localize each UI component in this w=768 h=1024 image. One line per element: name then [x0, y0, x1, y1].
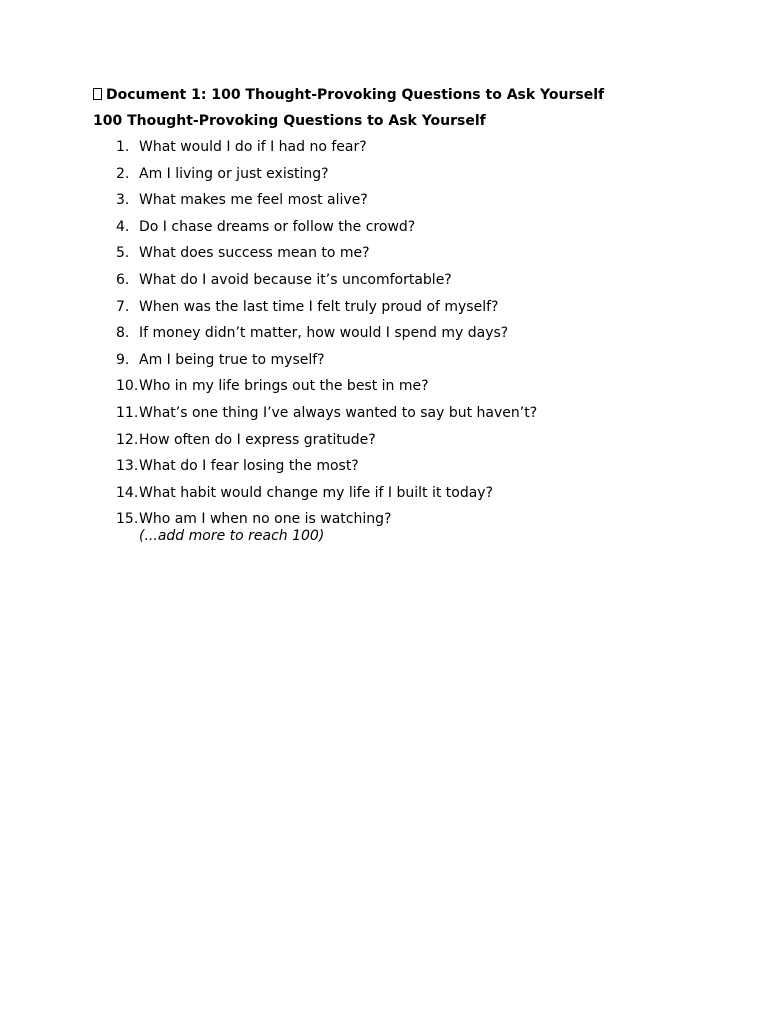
list-item-text: Am I being true to myself? — [139, 351, 325, 368]
list-item-text: What does success mean to me? — [139, 245, 370, 262]
list-item-number: 10. — [116, 378, 139, 395]
list-item-number: 15. — [116, 511, 139, 528]
list-item-text: If money didn’t matter, how would I spend my days? — [139, 325, 509, 342]
list-item-text: What makes me feel most alive? — [139, 192, 368, 209]
list-item-number: 11. — [116, 404, 139, 421]
list-item-number: 9. — [116, 351, 130, 368]
list-item-number: 4. — [116, 218, 130, 235]
list-item-text: How often do I express gratitude? — [139, 431, 376, 448]
list-item-text: What do I avoid because it’s uncomfortable? — [139, 271, 452, 288]
list-item-text: What do I fear losing the most? — [139, 458, 359, 475]
list-item-text: What’s one thing I’ve always wanted to say but haven’t? — [139, 404, 538, 421]
missing-glyph-icon — [93, 88, 102, 100]
list-item-number: 3. — [116, 192, 130, 209]
list-item-number: 14. — [116, 484, 139, 501]
page-title: 100 Thought-Provoking Questions to Ask Yourself — [93, 113, 486, 129]
list-item-text: When was the last time I felt truly proud of myself? — [139, 298, 499, 315]
list-item-number: 6. — [116, 271, 130, 288]
list-item-text: Who am I when no one is watching? — [139, 511, 392, 528]
list-item-text: Am I living or just existing? — [139, 165, 329, 182]
document-heading — [93, 86, 604, 104]
list-item-number: 8. — [116, 325, 130, 342]
list-item-text: Who in my life brings out the best in me? — [139, 378, 429, 395]
list-item-number: 7. — [116, 298, 130, 315]
list-item-number: 1. — [116, 139, 130, 155]
list-item-text: What habit would change my life if I built it today? — [139, 484, 494, 501]
list-item-number: 2. — [116, 165, 130, 182]
document-heading-text: Document 1: 100 Thought-Provoking Questions to Ask Yourself — [106, 87, 605, 103]
list-item-number: 13. — [116, 458, 139, 475]
list-item-text: What would I do if I had no fear? — [139, 139, 367, 155]
list-item-number: 12. — [116, 431, 139, 448]
list-item-number: 5. — [116, 245, 130, 262]
continuation-note: (...add more to reach 100) — [139, 528, 325, 544]
list-item-text: Do I chase dreams or follow the crowd? — [139, 218, 416, 235]
